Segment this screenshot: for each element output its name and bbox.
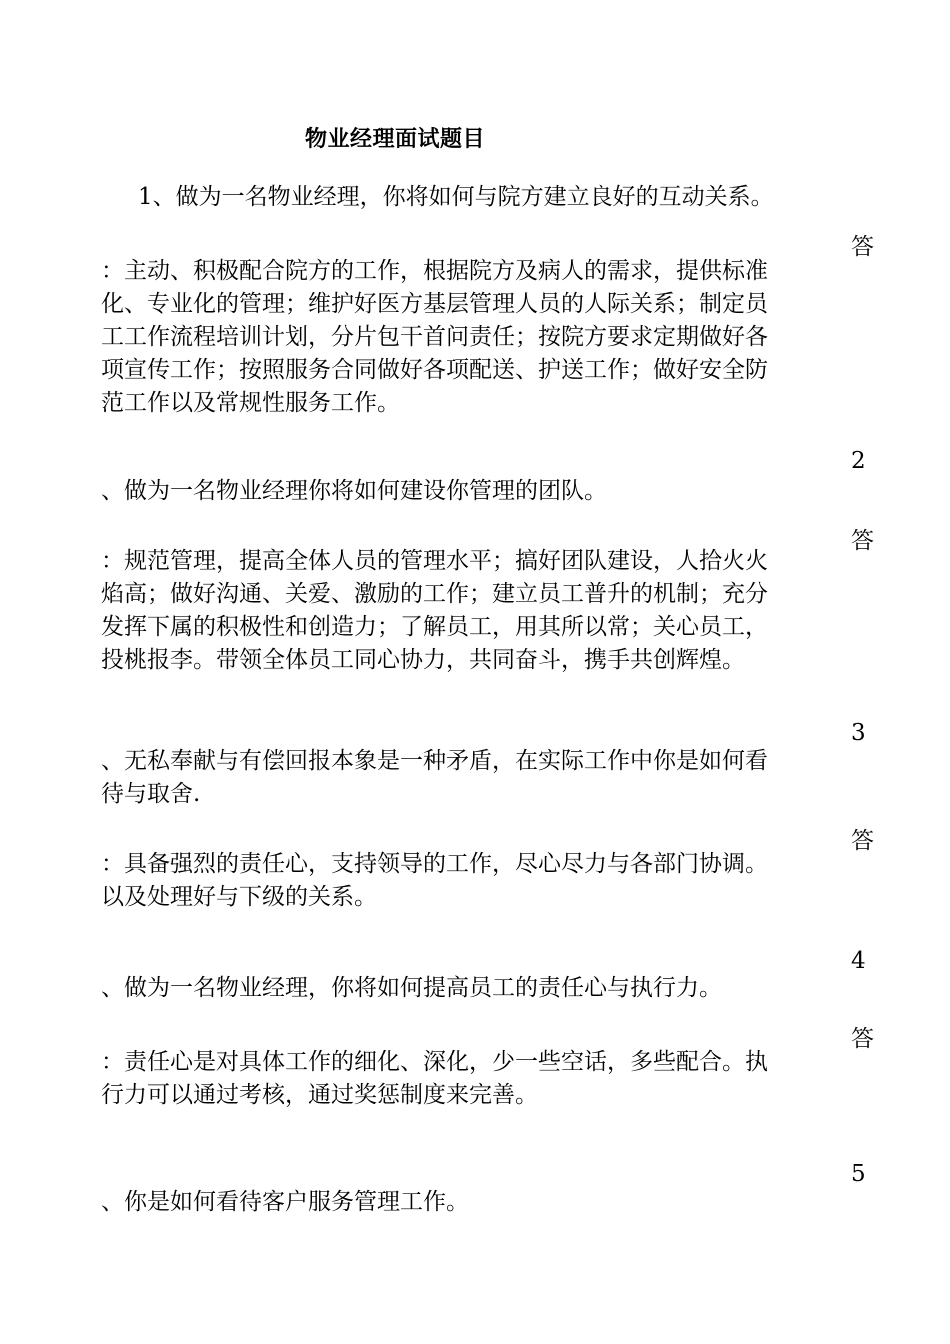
- question-1-text: 1、做为一名物业经理，你将如何与院方建立良好的互动关系。: [138, 184, 774, 210]
- question-2-line: 、做为一名物业经理你将如何建设你管理的团队。: [101, 478, 607, 504]
- question-3-line: 待与取舍.: [101, 781, 201, 807]
- answer-2-marker: 答: [851, 528, 874, 554]
- document-title: 物业经理面试题目: [305, 127, 486, 152]
- question-2-number: 2: [851, 448, 866, 474]
- answer-1-line: 工工作流程培训计划，分片包干首问责任；按院方要求定期做好各: [101, 324, 768, 350]
- answer-1-line: ：主动、积极配合院方的工作，根据院方及病人的需求，提供标准: [101, 258, 768, 284]
- answer-1-marker: 答: [851, 234, 874, 260]
- answer-2-line: 发挥下属的积极性和创造力；了解员工，用其所以常；关心员工，: [101, 614, 768, 640]
- question-5-line: 、你是如何看待客户服务管理工作。: [101, 1189, 469, 1215]
- question-4-number: 4: [851, 948, 866, 974]
- answer-4-text: [101, 1046, 846, 1112]
- question-3-number: 3: [851, 720, 866, 746]
- answer-2-line: 焰高；做好沟通、关爱、激励的工作；建立员工普升的机制；充分: [101, 581, 768, 607]
- answer-3-text: [101, 848, 846, 914]
- question-4-line: 、做为一名物业经理，你将如何提高员工的责任心与执行力。: [101, 975, 722, 1001]
- answer-1-line: 化、专业化的管理；维护好医方基层管理人员的人际关系；制定员: [101, 291, 768, 317]
- question-5-number: 5: [851, 1161, 866, 1187]
- question-5-text: [101, 1186, 846, 1219]
- question-4-text: [101, 972, 846, 1005]
- answer-3-line: ：具备强烈的责任心，支持领导的工作，尽心尽力与各部门协调。: [101, 851, 768, 877]
- answer-1-line: 范工作以及常规性服务工作。: [101, 390, 400, 416]
- answer-3-line: 以及处理好与下级的关系。: [101, 884, 377, 910]
- question-3-line: 、无私奉献与有偿回报本象是一种矛盾，在实际工作中你是如何看: [101, 748, 768, 774]
- answer-4-marker: 答: [851, 1026, 874, 1052]
- answer-4-line: 行力可以通过考核，通过奖惩制度来完善。: [101, 1082, 538, 1108]
- answer-3-marker: 答: [851, 828, 874, 854]
- answer-2-text: [101, 545, 846, 677]
- answer-1-line: 项宣传工作；按照服务合同做好各项配送、护送工作；做好安全防: [101, 357, 768, 383]
- question-2-text: [101, 475, 846, 508]
- answer-2-line: 投桃报李。带领全体员工同心协力，共同奋斗，携手共创辉煌。: [101, 647, 745, 673]
- question-3-text: [101, 745, 846, 811]
- answer-4-line: ：责任心是对具体工作的细化、深化，少一些空话，多些配合。执: [101, 1049, 768, 1075]
- answer-1-text: [101, 255, 846, 420]
- answer-2-line: ：规范管理，提高全体人员的管理水平；搞好团队建设，人拾火火: [101, 548, 768, 574]
